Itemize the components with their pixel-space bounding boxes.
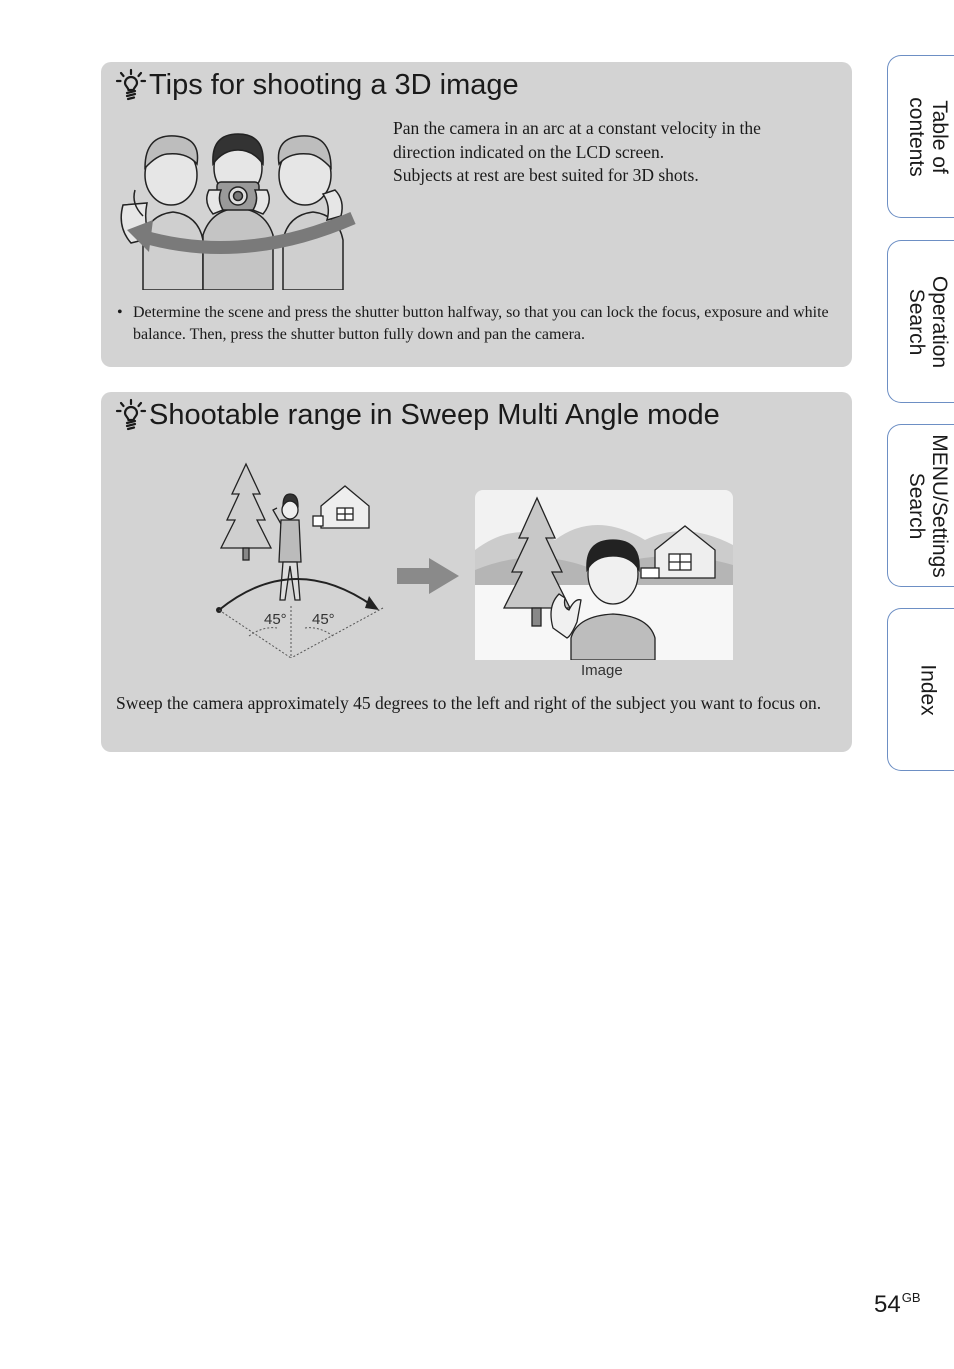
tab-table-of-contents-label [905, 97, 951, 176]
tips-3d-panel [101, 62, 852, 367]
right-arrow-icon [397, 558, 461, 594]
lightbulb-hint-icon [115, 68, 147, 102]
tab-menu-settings-search-label [905, 434, 951, 578]
tab-table-of-contents[interactable] [887, 55, 954, 218]
tab-operation-search[interactable] [887, 240, 954, 403]
tips-3d-line-2: direction indicated on the LCD screen. [393, 141, 665, 162]
tips-3d-title [115, 68, 519, 102]
tips-3d-title-text: Tips for shooting a 3D image [149, 68, 519, 101]
pan-camera-illustration [113, 130, 363, 290]
page-number [874, 1290, 921, 1319]
angle-left-label: 45° [264, 611, 287, 628]
tab-operation-search-label [905, 275, 951, 367]
tips-3d-bullet-text: Determine the scene and press the shutter button halfway, so that you can lock the focus, exposure and white balance. Then, press the shutter button fully down and pan the camera. [133, 304, 829, 343]
page-number-suffix: GB [901, 1290, 921, 1305]
tips-3d-bullet [117, 302, 853, 346]
image-caption: Image [581, 662, 623, 679]
tab-index-label [916, 664, 939, 715]
angle-right-label: 45° [312, 611, 335, 628]
tab-index[interactable] [887, 608, 954, 771]
sweep-angle-diagram [213, 458, 393, 658]
tab-operation-line-1: Operation [927, 275, 951, 368]
tips-3d-paragraph [393, 117, 761, 188]
tab-toc-line-1: Table of [927, 99, 951, 174]
tab-toc-line-2: contents [904, 96, 928, 177]
tab-menu-settings-search[interactable] [887, 424, 954, 587]
tab-menu-line-2: Search [904, 472, 928, 539]
tab-operation-line-2: Search [904, 288, 928, 355]
bullet-dot-icon: • [117, 304, 123, 321]
shootable-range-panel [101, 392, 852, 752]
tab-index-line-1: Index [916, 663, 939, 716]
tips-3d-line-1: Pan the camera in an arc at a constant velocity in the [393, 118, 761, 138]
tips-3d-line-3: Subjects at rest are best suited for 3D shots. [393, 165, 699, 185]
tab-menu-line-1: MENU/Settings [927, 433, 951, 578]
page-number-value: 54 [874, 1291, 901, 1318]
shootable-range-title [115, 398, 720, 432]
shootable-range-paragraph: Sweep the camera approximately 45 degrees to the left and right of the subject you want to focus on. [116, 693, 822, 713]
lightbulb-hint-icon [115, 398, 147, 432]
resulting-image-illustration [475, 490, 733, 660]
shootable-range-title-text: Shootable range in Sweep Multi Angle mode [149, 398, 720, 431]
